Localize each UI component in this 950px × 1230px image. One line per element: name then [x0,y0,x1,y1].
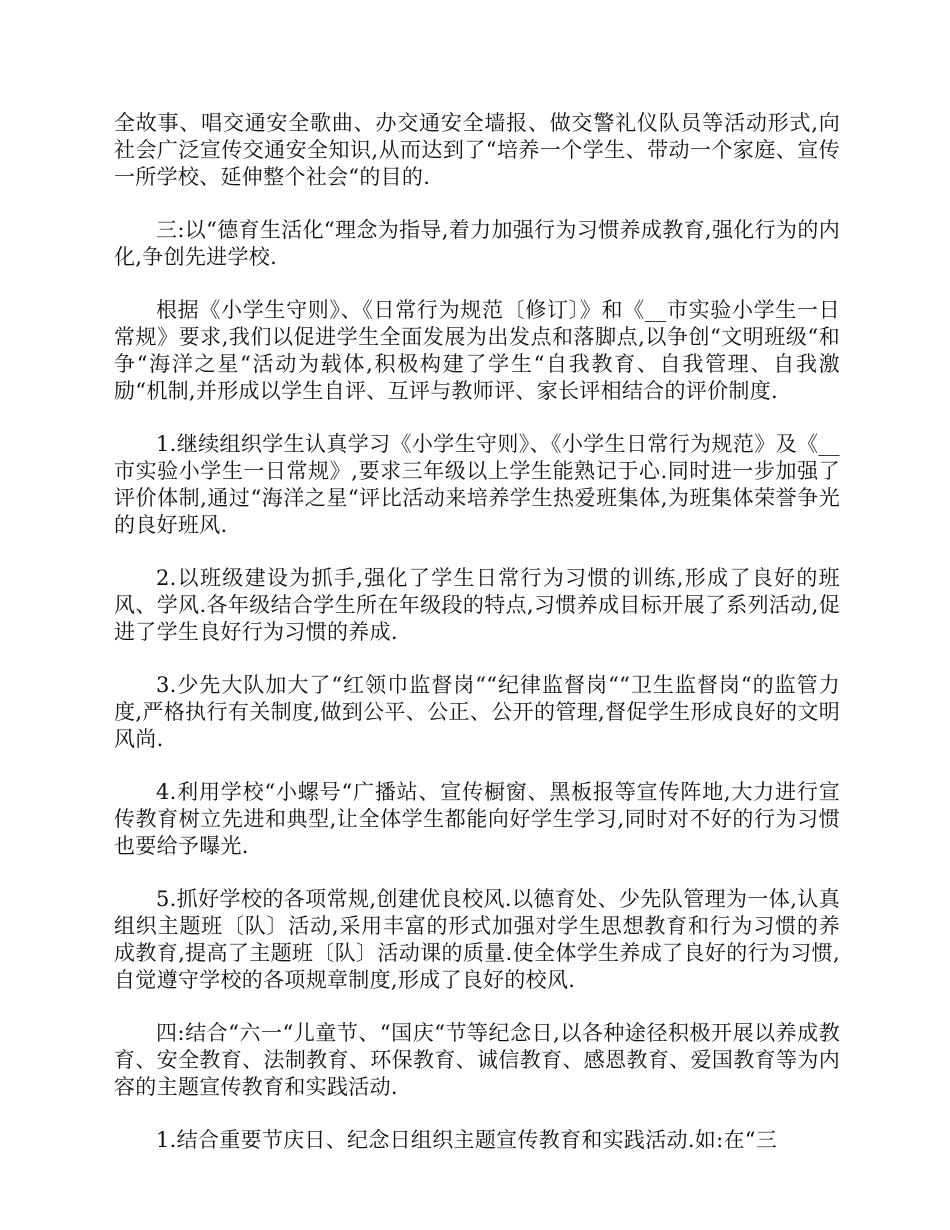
paragraph-8: 5.抓好学校的各项常规,创建优良校风.以德育处、少先队管理为一体,认真组织主题班〔队〕活动,采用丰富的形式加强对学生思想教育和行为习惯的养成教育,提高了主题班〔队〕活动课的质量.使全体学生养成了良好的行为习惯,自觉遵守学校的各项规章制度,形成了良好的校风. [114,887,840,992]
paragraph-5: 2.以班级建设为抓手,强化了学生日常行为习惯的训练,形成了良好的班风、学风.各年级结合学生所在年级段的特点,习惯养成目标开展了系列活动,促进了学生良好行为习惯的养成. [114,566,840,644]
document-body [114,110,840,1180]
paragraph-10: 1.结合重要节庆日、纪念日组织主题宣传教育和实践活动.如:在“三 [156,1128,778,1152]
paragraph-7: 4.利用学校“小螺号“广播站、宣传橱窗、黑板报等宣传阵地,大力进行宣传教育树立先进和典型,让全体学生都能向好学生学习,同时对不好的行为习惯也要给予曝光. [114,780,840,858]
paragraph-6: 3.少先大队加大了“红领巾监督岗““纪律监督岗““卫生监督岗“的监管力度,严格执行有关制度,做到公平、公正、公开的管理,督促学生形成良好的文明风尚. [114,673,840,751]
paragraph-2: 三:以“德育生活化“理念为指导,着力加强行为习惯养成教育,强化行为的内化,争创先进学校. [114,218,840,269]
paragraph-1: 全故事、唱交通安全歌曲、办交通安全墙报、做交警礼仪队员等活动形式,向社会广泛宣传交通安全知识,从而达到了“培养一个学生、带动一个家庭、宣传一所学校、延伸整个社会“的目的. [114,111,840,189]
paragraph-4: 1.继续组织学生认真学习《小学生守则》、《小学生日常行为规范》及《__市实验小学生一日常规》,要求三年级以上学生能熟记于心.同时进一步加强了评价体制,通过“海洋之星“评比活动来培养学生热爱班集体,为班集体荣誉争光的良好班风. [114,432,840,537]
paragraph-9: 四:结合“六一“儿童节、“国庆“节等纪念日,以各种途径积极开展以养成教育、安全教育、法制教育、环保教育、诚信教育、感恩教育、爱国教育等为内容的主题宣传教育和实践活动. [114,1021,840,1099]
paragraph-3: 根据《小学生守则》、《日常行为规范〔修订〕》和《__市实验小学生一日常规》要求,我们以促进学生全面发展为出发点和落脚点,以争创“文明班级“和争“海洋之星“活动为载体,积极构建了学生“自我教育、自我管理、自我激励“机制,并形成以学生自评、互评与教师评、家长评相结合的评价制度. [114,298,840,403]
